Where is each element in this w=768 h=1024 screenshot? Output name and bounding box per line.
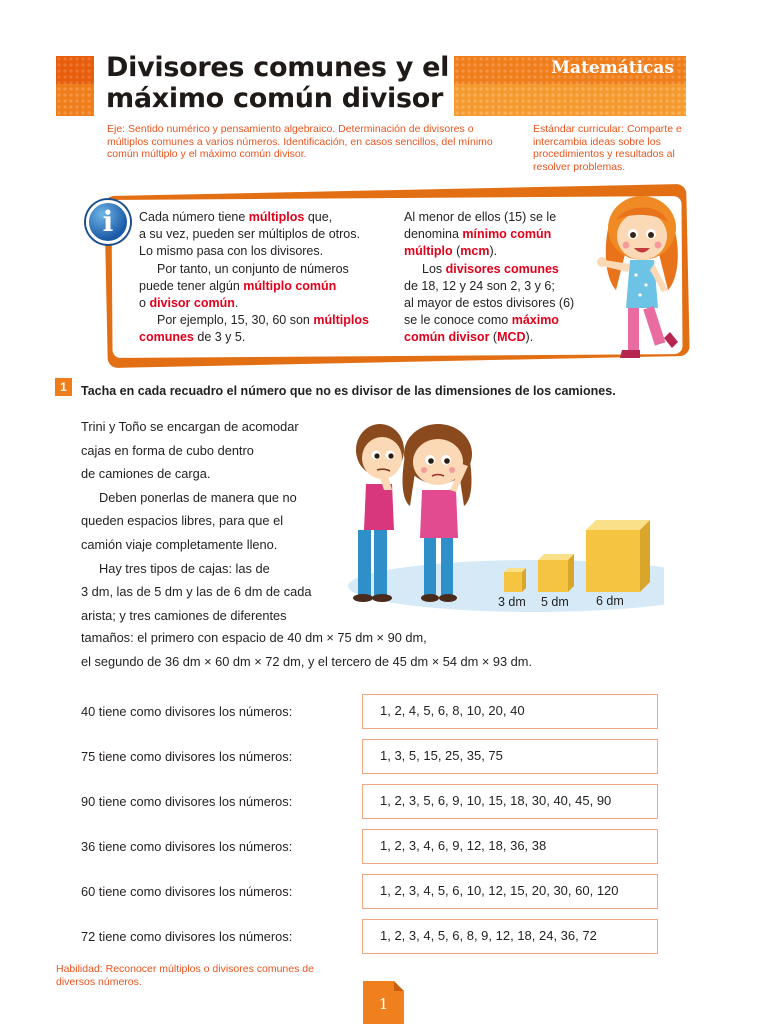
estandar-note: Estándar curricular: Comparte e intercambia ideas sobre los procedimientos y resultados al resolver problemas. <box>533 123 682 173</box>
box-label-3dm: 3 dm <box>498 595 526 609</box>
text-line: Lo mismo pasa con los divisores. <box>139 244 324 259</box>
box-3dm <box>504 568 526 592</box>
divisors-box-75[interactable]: 1, 3, 5, 15, 25, 35, 75 <box>362 739 658 774</box>
text-line: Los divisores comunes <box>422 261 559 276</box>
title-line-2: máximo común divisor <box>106 83 444 114</box>
text-line: puede tener algún múltiplo común <box>139 278 337 293</box>
eje-note: Eje: Sentido numérico y pensamiento algebraico. Determinación de divisores o múltiplos comunes a varios números. Identificación, en casos sencillos, del mínimo común múltiplo y el máximo común divisor. <box>107 123 493 161</box>
text-line: Trini y Toño se encargan de acomodar <box>81 419 299 434</box>
text-line: queden espacios libres, para que el <box>81 513 284 529</box>
text-line: se le conoce como máximo <box>404 313 559 328</box>
story-text <box>81 415 321 627</box>
text-line: o divisor común. <box>139 296 239 311</box>
highlighted-term: máximo <box>511 313 559 328</box>
row-label-36: 36 tiene como divisores los números: <box>81 839 293 854</box>
page-title <box>106 52 456 114</box>
header-decor-left <box>56 56 94 116</box>
box-5dm <box>538 554 574 592</box>
text-line: camión viaje completamente lleno. <box>81 536 278 552</box>
highlighted-term: múltiplo <box>404 244 453 259</box>
info-icon: i <box>86 200 130 244</box>
row-label-40: 40 tiene como divisores los números: <box>81 704 293 719</box>
info-column-left <box>139 209 391 347</box>
text-line: de 18, 12 y 24 son 2, 3 y 6; <box>404 278 555 293</box>
divisors-box-60[interactable]: 1, 2, 3, 4, 5, 6, 10, 12, 15, 20, 30, 60, 120 <box>362 874 658 909</box>
text-line: Hay tres tipos de cajas: las de <box>99 560 270 576</box>
habilidad-note: Habilidad: Reconocer múltiplos o divisores comunes de diversos números. <box>56 963 314 988</box>
text-line: al mayor de estos divisores (6) <box>404 296 575 311</box>
subject-banner <box>454 56 686 116</box>
girl-illustration <box>596 190 688 366</box>
highlighted-term: comunes <box>139 330 194 345</box>
divisors-box-72[interactable]: 1, 2, 3, 4, 5, 6, 8, 9, 12, 18, 24, 36, 72 <box>362 919 658 954</box>
row-label-75: 75 tiene como divisores los números: <box>81 749 293 764</box>
text-line: a su vez, pueden ser múltiplos de otros. <box>139 227 360 242</box>
page-number <box>363 981 404 1024</box>
row-label-72: 72 tiene como divisores los números: <box>81 929 293 944</box>
activity-number: 1 <box>55 378 72 396</box>
text-line: cajas en forma de cubo dentro <box>81 442 254 458</box>
title-line-1: Divisores comunes y el <box>106 52 450 83</box>
text-line: común divisor (MCD). <box>404 330 534 345</box>
highlighted-term: común divisor <box>404 330 490 345</box>
highlighted-term: divisor común <box>149 296 235 311</box>
text-line: Deben ponerlas de manera que no <box>99 489 297 505</box>
text-line: Al menor de ellos (15) se le <box>404 210 557 224</box>
row-label-90: 90 tiene como divisores los números: <box>81 794 293 809</box>
activity-instruction: Tacha en cada recuadro el número que no es divisor de las dimensiones de los camiones. <box>81 384 616 398</box>
highlighted-term: mcm <box>460 244 490 259</box>
highlighted-term: múltiplo común <box>243 278 337 293</box>
highlighted-term: MCD <box>497 330 526 345</box>
box-label-6dm: 6 dm <box>596 594 624 608</box>
text-line: Por ejemplo, 15, 30, 60 son múltiplos <box>157 313 369 328</box>
story-text-wide <box>81 626 701 673</box>
highlighted-term: divisores comunes <box>445 261 559 276</box>
text-line: Por tanto, un conjunto de números <box>157 261 349 276</box>
info-column-right <box>404 209 600 347</box>
box-label-5dm: 5 dm <box>541 595 569 609</box>
text-line: de camiones de carga. <box>81 466 211 482</box>
text-line: denomina mínimo común <box>404 227 552 242</box>
story-line: el segundo de 36 dm × 60 dm × 72 dm, y el tercero de 45 dm × 54 dm × 93 dm. <box>81 653 533 669</box>
highlighted-term: mínimo común <box>462 227 552 242</box>
divisors-box-40[interactable]: 1, 2, 4, 5, 6, 8, 10, 20, 40 <box>362 694 658 729</box>
kids-and-boxes-illustration <box>344 410 664 616</box>
row-label-60: 60 tiene como divisores los números: <box>81 884 293 899</box>
text-line: múltiplo (mcm). <box>404 244 498 259</box>
story-line: tamaños: el primero con espacio de 40 dm × 75 dm × 90 dm, <box>81 630 427 645</box>
highlighted-term: múltiplos <box>313 313 369 328</box>
subject-label: Matemáticas <box>551 58 674 78</box>
highlighted-term: múltiplos <box>248 210 305 224</box>
page-number-text: 1 <box>378 995 389 1013</box>
box-6dm <box>586 520 650 592</box>
text-line: Cada número tiene múltiplos que, <box>139 210 333 224</box>
text-line: arista; y tres camiones de diferentes <box>81 607 287 623</box>
divisors-box-90[interactable]: 1, 2, 3, 5, 6, 9, 10, 15, 18, 30, 40, 45, 90 <box>362 784 658 819</box>
divisors-box-36[interactable]: 1, 2, 3, 4, 6, 9, 12, 18, 36, 38 <box>362 829 658 864</box>
text-line: 3 dm, las de 5 dm y las de 6 dm de cada <box>81 584 312 600</box>
text-line: comunes de 3 y 5. <box>139 330 246 345</box>
